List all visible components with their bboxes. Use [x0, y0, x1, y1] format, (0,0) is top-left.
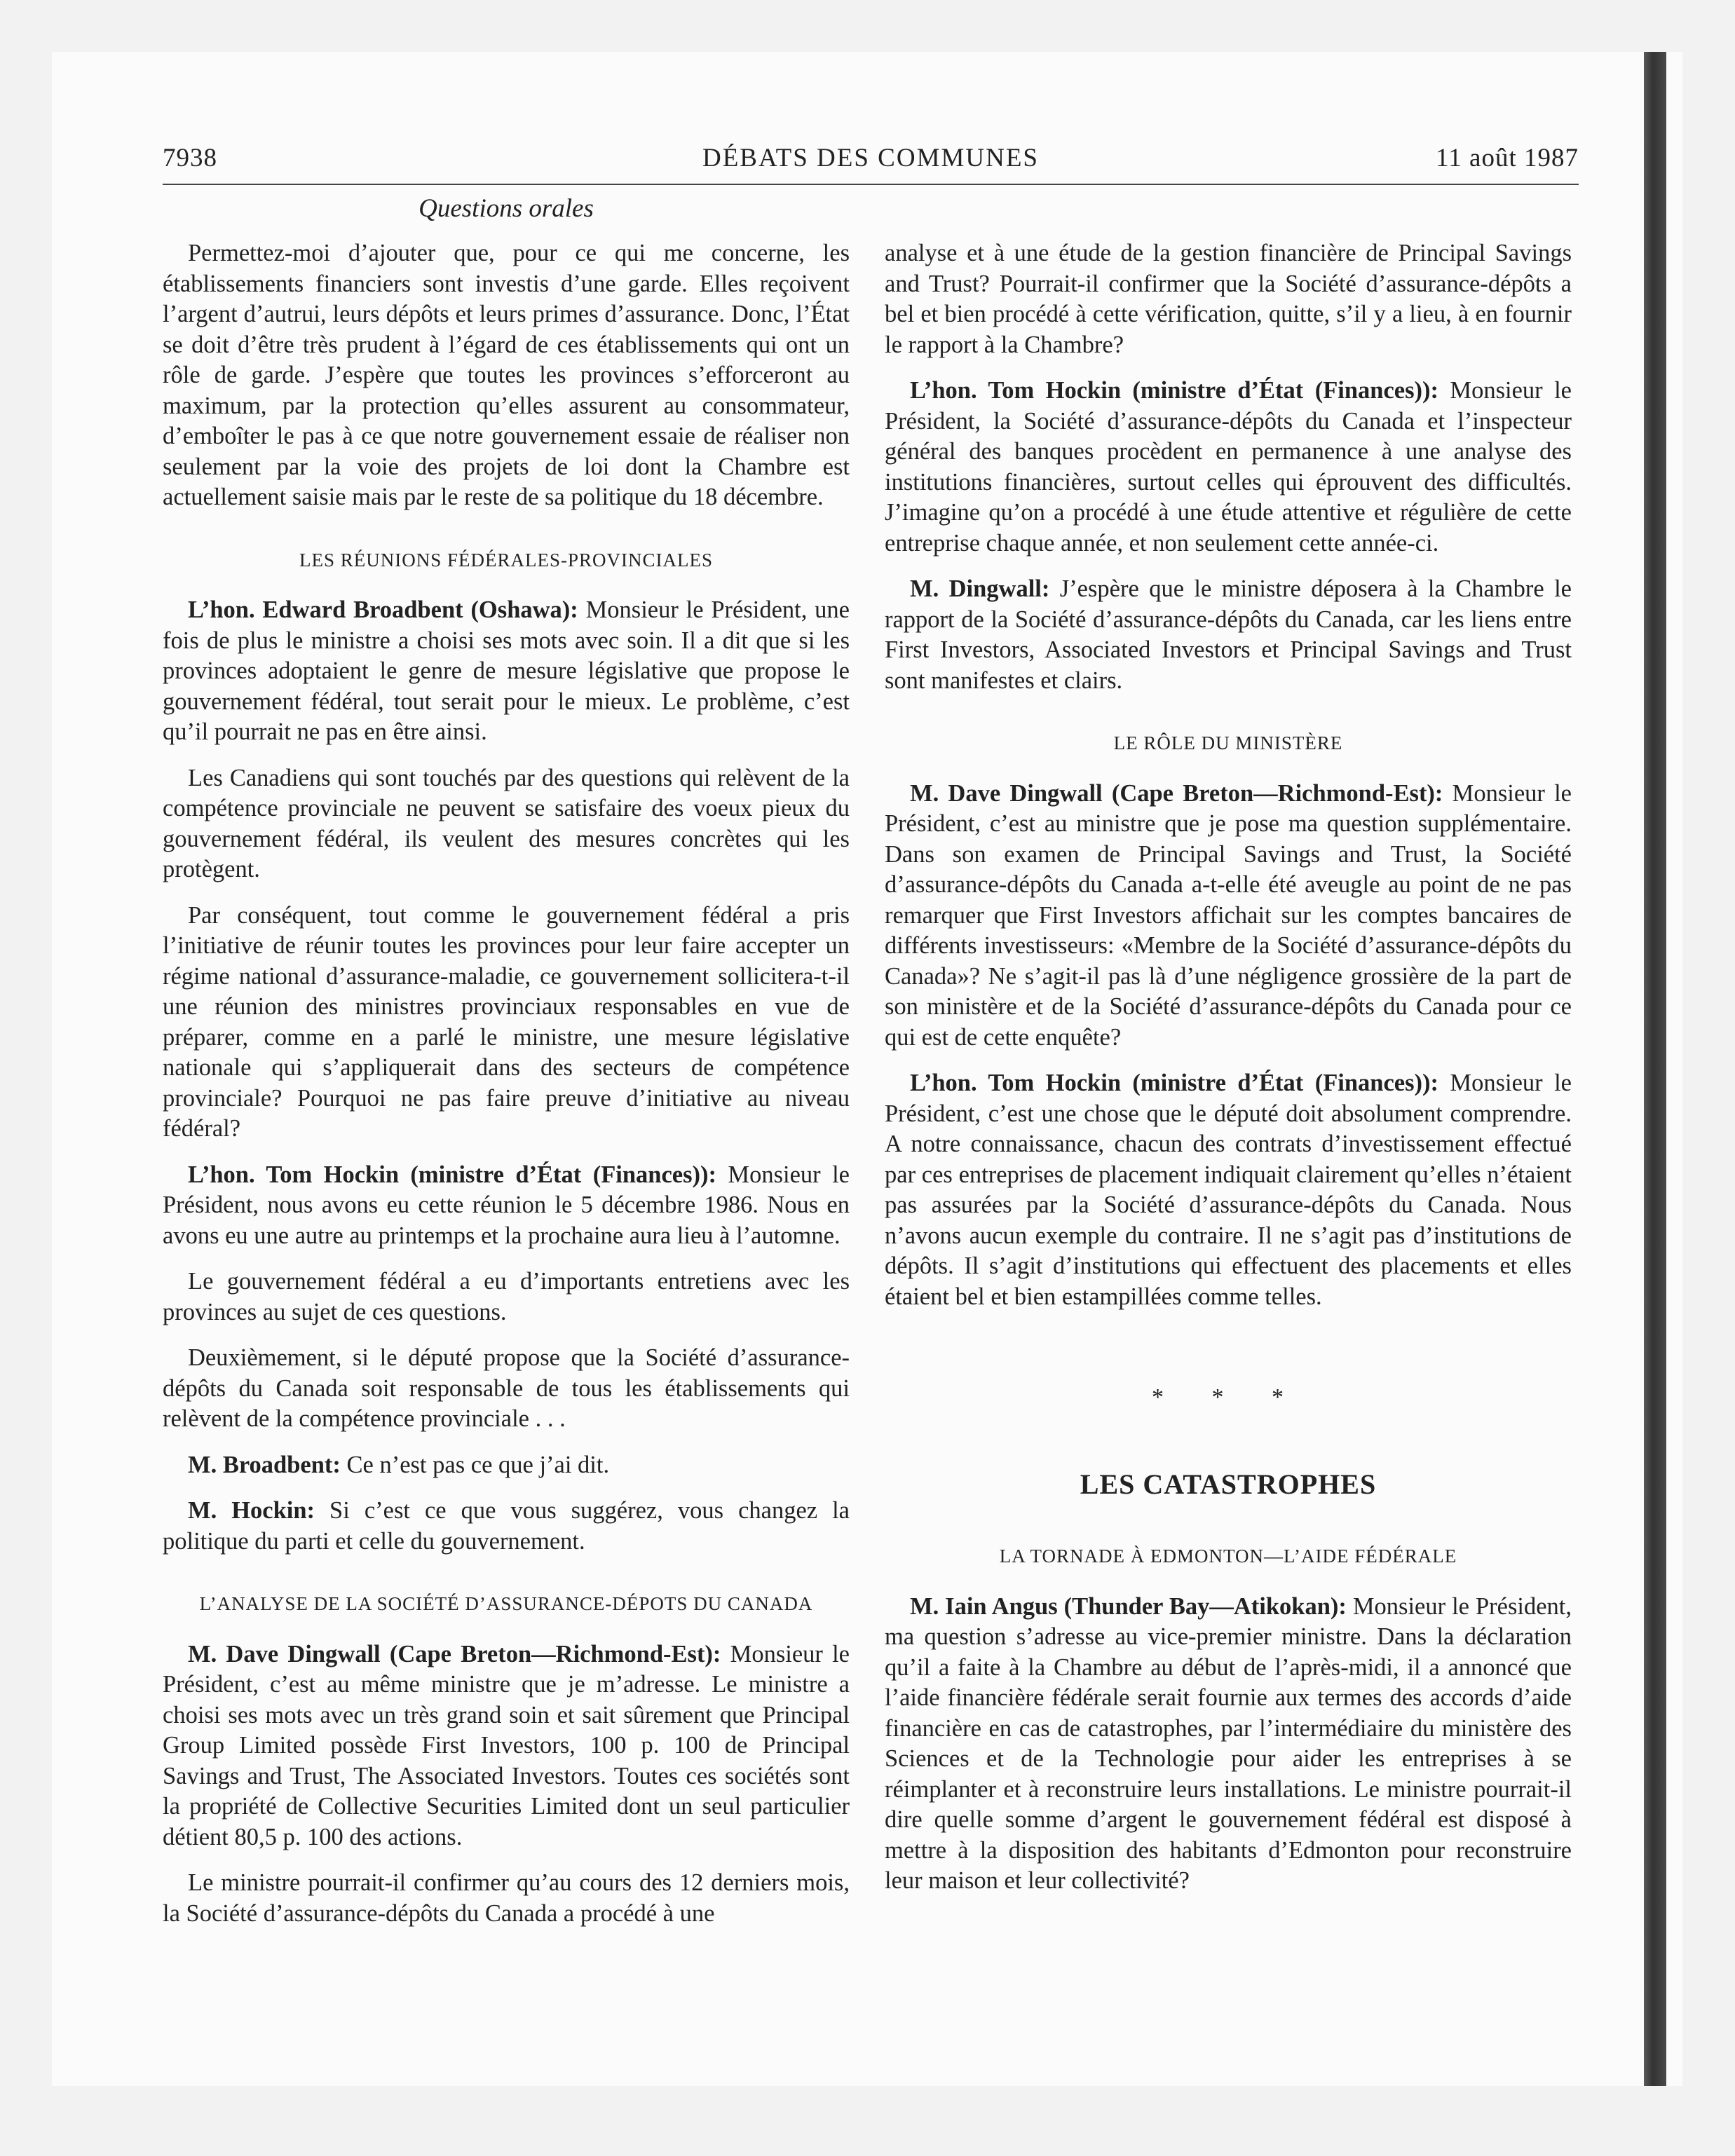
- speaker-name: M. Hockin:: [188, 1497, 315, 1524]
- speaker-name: M. Dingwall:: [910, 575, 1050, 602]
- paragraph: [163, 1450, 850, 1481]
- speech-text: Monsieur le Président, une fois de plus le ministre a choisi ses mots avec soin. Il a dit que si les provinces adoptaient le genre de mesure législative que propose le gouvernement fédéral, tout serait pour le mieux. Le problème, c’est qu’il pourrait ne pas en être ainsi.: [163, 596, 850, 745]
- publication-date: 11 août 1987: [1436, 144, 1579, 172]
- page-header: [163, 143, 1579, 185]
- section-heading: L’ANALYSE DE LA SOCIÉTÉ D’ASSURANCE-DÉPOTS DU CANADA: [199, 1593, 813, 1614]
- speaker-name: L’hon. Edward Broadbent (Oshawa):: [188, 596, 578, 623]
- section-heading: LE RÔLE DU MINISTÈRE: [1113, 732, 1343, 753]
- paragraph: Par conséquent, tout comme le gouvernement fédéral a pris l’initiative de réunir toutes les provinces pour leur faire accepter un régime national d’assurance-maladie, ce gouvernement sollicitera-t-il une réunion des ministres provinciaux responsables en vue de préparer, comme en a parlé le ministre, une mesure législative nationale qui s’appliquerait dans des secteurs de compétence provinciale? Pourquoi ne pas faire preuve d’initiative au niveau fédéral?: [163, 901, 850, 1142]
- speech-text: J’espère que le ministre déposera à la Chambre le rapport de la Société d’assurance-dépôts du Canada, car les liens entre First Investors, Associated Investors et Principal Savings and Trust sont manifestes et clairs.: [885, 575, 1572, 694]
- section-title: Questions orales: [419, 194, 594, 223]
- paragraph: analyse et à une étude de la gestion financière de Principal Savings and Trust? Pourrait-il confirmer que la Société d’assurance-dépôts a bel et bien procédé à cette vérification, quitte, s’il y a lieu, à en fournir le rapport à la Chambre?: [885, 240, 1572, 358]
- speaker-name: M. Iain Angus (Thunder Bay—Atikokan):: [910, 1592, 1347, 1620]
- right-column: [885, 238, 1572, 1912]
- publication-title: DÉBATS DES COMMUNES: [702, 144, 1039, 172]
- speech-text: Monsieur le Président, la Société d’assurance-dépôts du Canada et l’inspecteur général des banques procèdent en permanence à une analyse des institutions financières, surtout celles qui éprouvent des difficultés. J’imagine qu’on a procédé à une étude attentive et régulière de cette entreprise chaque année, et non seulement cette année-ci.: [885, 377, 1572, 557]
- paragraph: [163, 1639, 850, 1853]
- paragraph: Les Canadiens qui sont touchés par des questions qui relèvent de la compétence provinciale ne peuvent se satisfaire des voeux pieux du gouvernement fédéral, ils veulent des mesures concrètes qui les protègent.: [163, 764, 850, 882]
- scan-edge-shadow: [1644, 52, 1666, 2086]
- section-separator: * * *: [1152, 1384, 1305, 1410]
- paragraph: [163, 1496, 850, 1557]
- speech-text: Monsieur le Président, c’est une chose que le député doit absolument comprendre. A notre connaissance, chacun des contrats d’investissement effectué par ces entreprises de placement indiquait clairement qu’elles n’étaient pas assurées par la Société d’assurance-dépôts du Canada. Nous n’avons aucun exemple du contraire. Il ne s’agit pas d’institutions de dépôts. Il s’agit d’institutions qui effectuent des placements et elles étaient bel et bien estampillées comme telles.: [885, 1070, 1572, 1310]
- left-column: [163, 238, 850, 1944]
- paragraph: [163, 595, 850, 748]
- section-heading: LES RÉUNIONS FÉDÉRALES-PROVINCIALES: [299, 549, 714, 571]
- paragraph: [885, 376, 1572, 559]
- paragraph: [885, 779, 1572, 1053]
- speech-text: Monsieur le Président, nous avons eu cette réunion le 5 décembre 1986. Nous en avons eu une autre au printemps et la prochaine aura lieu à l’automne.: [163, 1161, 850, 1249]
- paragraph: Le ministre pourrait-il confirmer qu’au cours des 12 derniers mois, la Société d’assurance-dépôts du Canada a procédé à une: [163, 1869, 850, 1927]
- speaker-name: L’hon. Tom Hockin (ministre d’État (Finances)):: [910, 1070, 1438, 1096]
- speaker-name: L’hon. Tom Hockin (ministre d’État (Finances)):: [910, 377, 1438, 404]
- speaker-name: M. Broadbent:: [188, 1451, 341, 1478]
- paragraph: [885, 574, 1572, 696]
- paragraph: [163, 1160, 850, 1252]
- speech-text: Monsieur le Président, c’est au même ministre que je m’adresse. Le ministre a choisi ses mots avec un très grand soin et sait sûrement que Principal Group Limited possède First Investors, 100 p. 100 de Principal Savings and Trust, The Associated Investors. Toutes ces sociétés sont la propriété de Collective Securities Limited dont un seul particulier détient 80,5 p. 100 des actions.: [163, 1640, 850, 1850]
- speech-text: Monsieur le Président, ma question s’adresse au vice-premier ministre. Dans la déclaration qu’il a faite à la Chambre au début de l’après-midi, il a annoncé que l’aide financière fédérale serait fournie aux termes des accords d’aide financière en cas de catastrophes, par l’intermédiaire du ministère des Sciences et de la Technologie pour aider les entreprises à se réimplanter et à reconstruire leurs installations. Le ministre pourrait-il dire quelle somme d’argent le gouvernement fédéral est disposé à mettre à la disposition des habitants d’Edmonton pour reconstruire leur maison et leur collectivité?: [885, 1592, 1572, 1894]
- paragraph: [885, 1068, 1572, 1312]
- paragraph: [885, 1592, 1572, 1897]
- paragraph: Permettez-moi d’ajouter que, pour ce qui me concerne, les établissements financiers sont investis d’une garde. Elles reçoivent l’argent d’autrui, leurs dépôts et leurs primes d’assurance. Donc, l’État se doit d’être très prudent à l’égard de ces établissements qui ont un rôle de garde. J’espère que toutes les provinces s’efforceront au maximum, par la protection qu’elles assurent au consommateur, d’emboîter le pas à ce que notre gouvernement essaie de réaliser non seulement par la voie des projets de loi dont la Chambre est actuellement saisie mais par le reste de sa politique du 18 décembre.: [163, 240, 850, 510]
- paragraph: Deuxièmement, si le député propose que la Société d’assurance-dépôts du Canada soit responsable de tous les établissements qui relèvent de la compétence provinciale . . .: [163, 1344, 850, 1432]
- speaker-name: L’hon. Tom Hockin (ministre d’État (Finances)):: [188, 1161, 716, 1188]
- section-heading: LA TORNADE À EDMONTON—L’AIDE FÉDÉRALE: [999, 1546, 1457, 1567]
- speech-text: Si c’est ce que vous suggérez, vous changez la politique du parti et celle du gouvernement.: [163, 1497, 850, 1555]
- speaker-name: M. Dave Dingwall (Cape Breton—Richmond-Est):: [910, 779, 1443, 807]
- speaker-name: M. Dave Dingwall (Cape Breton—Richmond-Est):: [188, 1640, 721, 1667]
- paragraph: Le gouvernement fédéral a eu d’importants entretiens avec les provinces au sujet de ces questions.: [163, 1268, 850, 1325]
- speech-text: Ce n’est pas ce que j’ai dit.: [340, 1451, 610, 1478]
- major-heading: LES CATASTROPHES: [1080, 1468, 1377, 1500]
- speech-text: Monsieur le Président, c’est au ministre que je pose ma question supplémentaire. Dans son examen de Principal Savings and Trust, la Société d’assurance-dépôts du Canada a-t-elle été aveugle au point de ne pas remarquer que First Investors affichait sur les comptes bancaires de différents investisseurs: «Membre de la Société d’assurance-dépôts du Canada»? Ne s’agit-il pas là d’une négligence grossière de la part de son ministère et de la Société d’assurance-dépôts du Canada pour ce qui est de cette enquête?: [885, 779, 1572, 1051]
- page-number: 7938: [163, 144, 217, 172]
